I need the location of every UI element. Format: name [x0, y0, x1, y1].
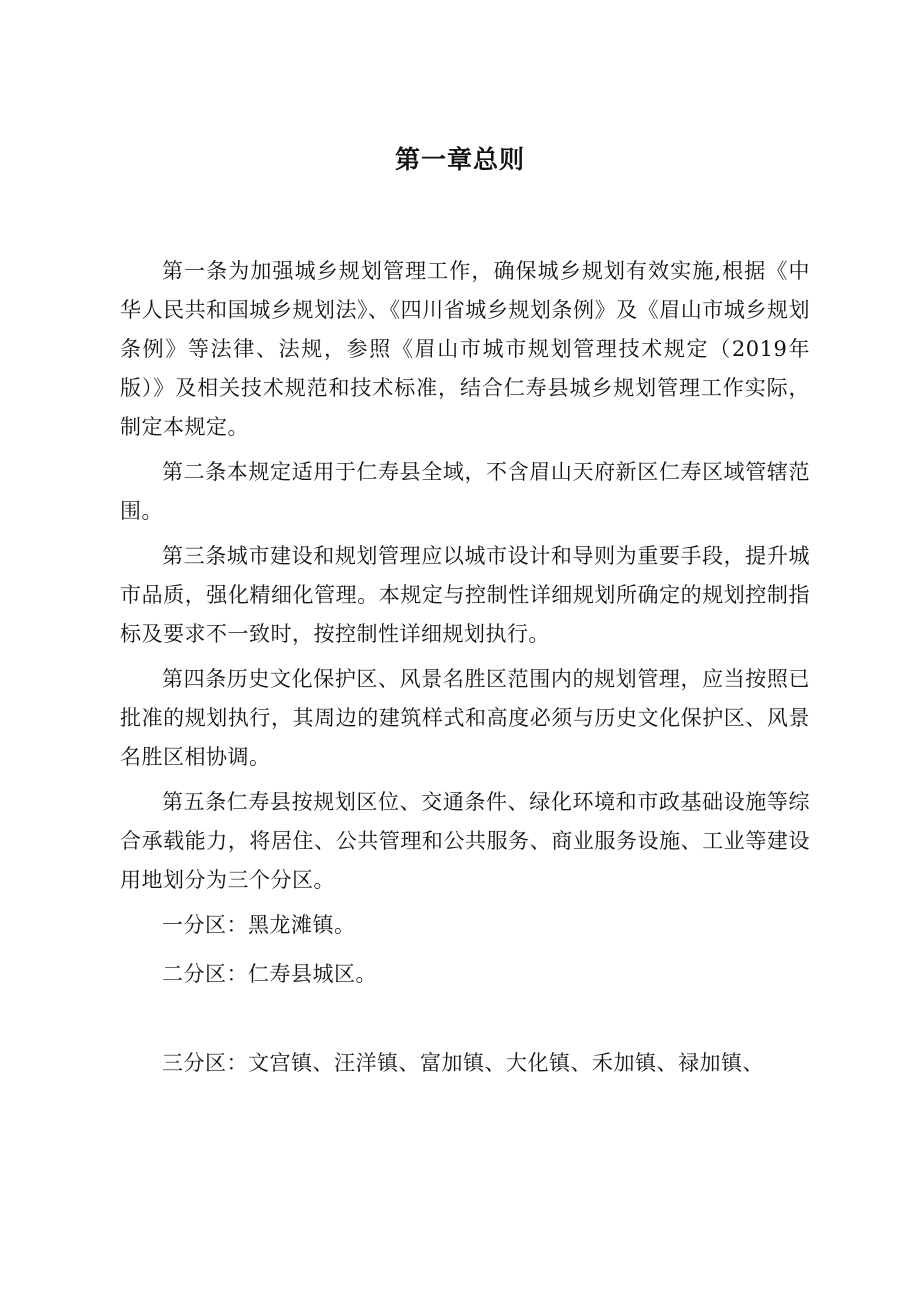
chapter-title: 第一章总则	[394, 145, 525, 174]
zone-2: 二分区：仁寿县城区。	[162, 962, 377, 986]
document-body	[120, 252, 810, 1093]
zone-1: 一分区：黑龙滩镇。	[162, 913, 356, 937]
article-1: 第一条为加强城乡规划管理工作，确保城乡规划有效实施,根据《中华人民共和国城乡规划法》、《四川省城乡规划条例》及《眉山市城乡规划条例》等法律、法规，参照《眉山市城市规划管理技术规定（2019年版）》及相关技术规范和技术标准，结合仁寿县城乡规划管理工作实际，制定本规定。	[120, 259, 810, 439]
article-5: 第五条仁寿县按规划区位、交通条件、绿化环境和市政基础设施等综合承载能力，将居住、公共管理和公共服务、商业服务设施、工业等建设用地划分为三个分区。	[120, 790, 810, 892]
article-3: 第三条城市建设和规划管理应以城市设计和导则为重要手段，提升城市品质，强化精细化管理。本规定与控制性详细规划所确定的规划控制指标及要求不一致时，按控制性详细规划执行。	[120, 544, 810, 646]
article-2: 第二条本规定适用于仁寿县全域，不含眉山天府新区仁寿区域管辖范围。	[120, 460, 810, 523]
article-4: 第四条历史文化保护区、风景名胜区范围内的规划管理，应当按照已批准的规划执行，其周边的建筑样式和高度必须与历史文化保护区、风景名胜区相协调。	[120, 667, 810, 769]
zone-3: 三分区：文宫镇、汪洋镇、富加镇、大化镇、禾加镇、禄加镇、	[162, 1051, 764, 1075]
